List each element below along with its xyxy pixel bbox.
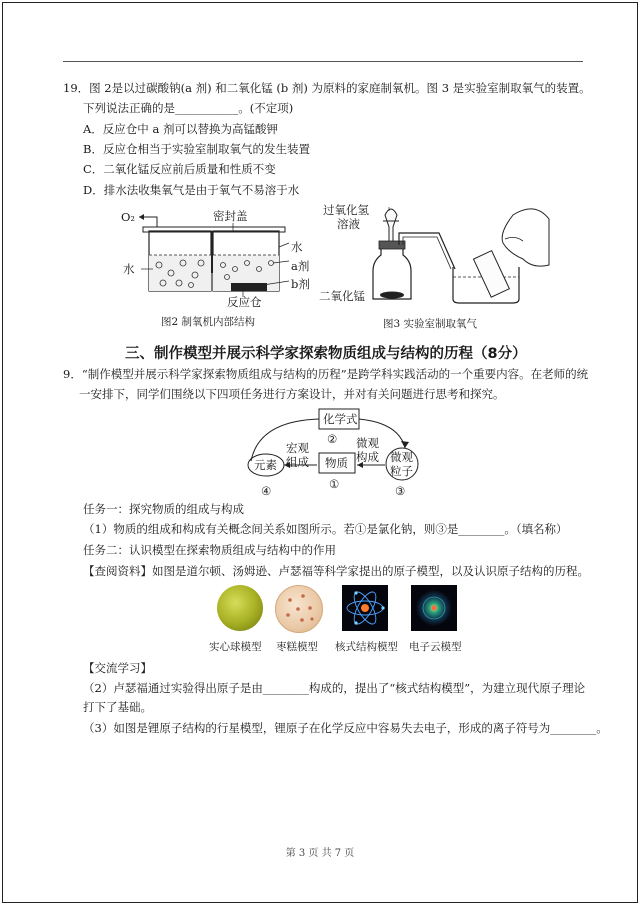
diagram-right-arc-line2: 构成	[356, 450, 379, 464]
fig2-label-seal: 密封盖	[213, 209, 248, 223]
model-label-solid-sphere: 实心球模型	[209, 641, 262, 653]
electron-cloud-model-image	[411, 585, 457, 631]
diagram-right-oval-line1: 微观	[390, 450, 413, 464]
model-label-electron-cloud: 电子云模型	[409, 641, 462, 653]
diagram-center-box: 物质	[325, 456, 348, 470]
exam-page	[2, 2, 638, 903]
diagram-top-box: 化学式	[323, 412, 358, 426]
figure-3-lab-oxygen	[363, 195, 553, 307]
diagram-left-arc-line1: 宏观	[286, 441, 309, 455]
model-label-nuclear: 核式结构模型	[335, 641, 398, 653]
diagram-left-arc-line2: 组成	[286, 455, 309, 469]
diagram-right-num: ③	[395, 484, 406, 498]
fig3-label-h2o2-line2: 溶液	[337, 217, 360, 231]
q9-intro-line2: 一安排下，同学们围绕以下四项任务进行方案设计，并对有关问题进行思考和探究。	[79, 387, 505, 401]
solid-sphere-model-image	[217, 585, 263, 631]
nuclear-model-image	[342, 585, 388, 631]
diagram-center-num: ①	[329, 477, 340, 491]
q9-part-1: （1）物质的组成和构成有关概念间关系如图所示。若①是氯化钠，则③是________。（填名称）	[83, 522, 568, 536]
q19-option-d: D．排水法收集氧气是由于氧气不易溶于水	[83, 183, 300, 197]
exchange-heading: 【交流学习】	[83, 661, 152, 675]
fig2-label-chamber: 反应仓	[227, 295, 262, 309]
q9-part-3: （3）如图是锂原子结构的行星模型，锂原子在化学反应中容易失去电子，形成的离子符号为________。	[83, 721, 608, 735]
fig3-caption: 图3 实验室制取氧气	[383, 318, 478, 330]
diagram-left-num: ④	[261, 484, 272, 498]
fig2-label-o2: O₂	[121, 210, 136, 224]
fig2-caption: 图2 制氧机内部结构	[161, 316, 256, 328]
q9-intro-line1: 9．“制作模型并展示科学家探索物质组成与结构的历程”是跨学科实践活动的一个重要内容。在老师的统	[63, 367, 589, 381]
q9-part-2-line2: 打下了基础。	[83, 700, 152, 714]
plum-pudding-model-image	[275, 585, 323, 633]
fig2-label-a: a剂	[291, 259, 310, 273]
diagram-right-oval-line2: 粒子	[390, 464, 413, 478]
q19-option-c: C．二氧化锰反应前后质量和性质不变	[83, 162, 276, 176]
diagram-top-num: ②	[327, 432, 338, 446]
diagram-left-oval: 元素	[254, 458, 277, 472]
fig3-label-mno2: 二氧化锰	[319, 289, 365, 303]
header-rule	[63, 61, 583, 62]
q19-option-b: B．反应仓相当于实验室制取氧气的发生装置	[83, 142, 310, 156]
task-1: 任务一：探究物质的组成与构成	[83, 502, 244, 516]
q19-stem-line2: 下列说法正确的是___________。(不定项)	[83, 101, 294, 115]
task-2: 任务二：认识模型在探索物质组成与结构中的作用	[83, 543, 336, 557]
model-label-plum-pudding: 枣糕模型	[276, 641, 318, 653]
q9-part-2-line1: （2）卢瑟福通过实验得出原子是由________构成的，提出了“核式结构模型”，为建立现代原子理论	[83, 681, 586, 695]
material-note: 【查阅资料】如图是道尔顿、汤姆逊、卢瑟福等科学家提出的原子模型，以及认识原子结构的历程。	[83, 564, 589, 578]
fig3-label-h2o2-line1: 过氧化氢	[323, 203, 369, 217]
fig2-label-water-right: 水	[291, 240, 303, 254]
page-footer: 第 3 页 共 7 页	[285, 848, 355, 859]
q19-stem-line1: 19．图 2是以过碳酸钠(a 剂) 和二氧化锰 (b 剂) 为原料的家庭制氧机。图 3 是实验室制取氧气的装置。	[63, 81, 591, 95]
q19-option-a: A．反应仓中 a 剂可以替换为高锰酸钾	[83, 122, 278, 136]
fig2-label-water-left: 水	[123, 262, 135, 276]
fig2-label-b: b剂	[291, 277, 310, 291]
section-3-title: 三、制作模型并展示科学家探索物质组成与结构的历程（8分）	[125, 346, 527, 362]
diagram-right-arc-line1: 微观	[356, 436, 379, 450]
